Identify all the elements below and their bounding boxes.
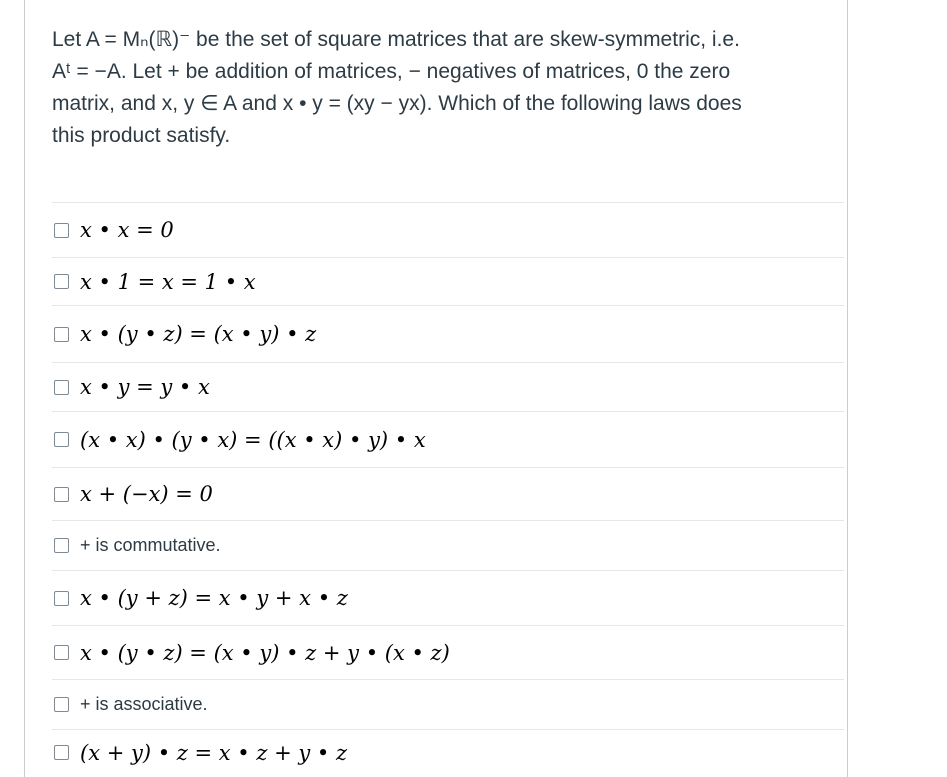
answer-checkbox[interactable] [54, 645, 69, 660]
answer-option[interactable] [52, 202, 844, 257]
answer-option[interactable] [52, 467, 844, 520]
answer-label: x • (y • z) = (x • y) • z [80, 322, 317, 346]
answer-checkbox[interactable] [54, 432, 69, 447]
answer-label: x • x = 0 [80, 218, 174, 242]
answer-checkbox[interactable] [54, 274, 69, 289]
question-text [52, 24, 822, 152]
answer-label: (x • x) • (y • x) = ((x • x) • y) • x [80, 427, 426, 452]
answer-option[interactable] [52, 625, 844, 679]
answer-label: + is commutative. [80, 535, 221, 555]
answer-option[interactable] [52, 257, 844, 305]
answer-checkbox[interactable] [54, 745, 69, 760]
question-line-4: this product satisfy. [52, 124, 231, 147]
answer-option[interactable] [52, 305, 844, 362]
answer-checkbox[interactable] [54, 591, 69, 606]
question-line-2: Aᵗ = −A. Let + be addition of matrices, − negatives of matrices, 0 the zero [52, 60, 731, 83]
answer-option[interactable] [52, 570, 844, 625]
answer-checkbox[interactable] [54, 697, 69, 712]
answer-checkbox[interactable] [54, 223, 69, 238]
answer-option[interactable] [52, 411, 844, 467]
answer-checkbox[interactable] [54, 380, 69, 395]
answer-checkbox[interactable] [54, 538, 69, 553]
answer-option[interactable] [52, 362, 844, 411]
answer-checkbox[interactable] [54, 487, 69, 502]
answer-label: x • y = y • x [80, 375, 210, 399]
answer-label: x + (−x) = 0 [80, 482, 213, 506]
answer-label: x • 1 = x = 1 • x [80, 269, 256, 294]
answer-checkbox[interactable] [54, 327, 69, 342]
answer-label: x • (y • z) = (x • y) • z + y • (x • z) [80, 640, 450, 665]
answer-label: + is associative. [80, 694, 208, 714]
answer-label: (x + y) • z = x • z + y • z [80, 740, 348, 765]
quiz-question-card [24, 0, 848, 777]
answer-option[interactable] [52, 520, 844, 570]
question-line-1: Let A = Mₙ(ℝ)⁻ be the set of square matrices that are skew-symmetric, i.e. [52, 28, 740, 51]
answer-label: x • (y + z) = x • y + x • z [80, 586, 348, 610]
answer-list [52, 202, 844, 775]
answer-option[interactable] [52, 679, 844, 729]
answer-option[interactable] [52, 729, 844, 775]
question-line-3: matrix, and x, y ∈ A and x • y = (xy − yx). Which of the following laws does [52, 92, 742, 115]
